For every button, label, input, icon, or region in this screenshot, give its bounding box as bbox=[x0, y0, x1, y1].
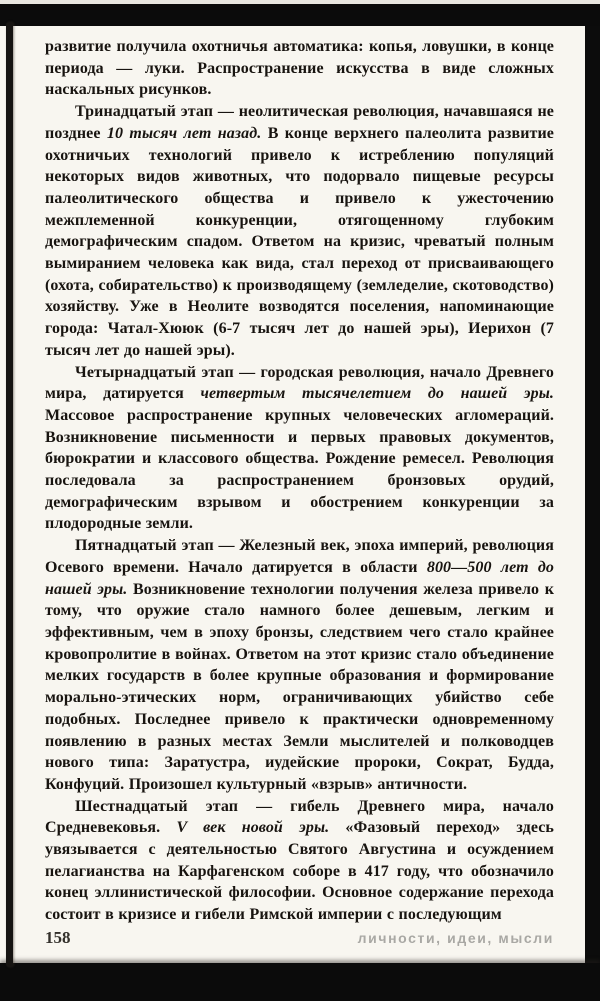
text-segment: Шестнадцатый этап — гибель Древнего мира, начало Средневековья. bbox=[45, 797, 554, 837]
running-title: личности, идеи, мысли bbox=[357, 930, 554, 946]
page-text bbox=[45, 36, 554, 926]
italic-text-segment: 800—500 лет до нашей эры. bbox=[45, 558, 554, 598]
scan-edge-bottom bbox=[0, 963, 600, 1001]
page-number: 158 bbox=[45, 928, 71, 947]
paragraph bbox=[45, 101, 554, 361]
italic-text-segment: V век новой эры. bbox=[176, 819, 330, 837]
text-segment: Массовое распространение крупных человеческих агломераций. Возникновение письменности и первых правовых документов, бюрократии и классового общества. Рождение ремесел. Революция последовала за распространением бронзовых орудий, демографическим взрывом и обострением конкуренции за плодородные земли. bbox=[45, 406, 554, 533]
paragraph bbox=[45, 796, 554, 926]
text-segment: Тринадцатый этап — неолитическая революция, начавшаяся не позднее bbox=[45, 103, 554, 142]
text-segment: Возникновение технологии получения железа привело к тому, что оружие стало намного более дешевым, легким и эффективным, чем в эпоху бронзы, следствием чего стало крайнее кровопролитие в войнах. Ответом на этот кризис стало объединение мелких государств в более крупные образования и формирование морально-этических норм, ограничивающих убийство себе подобных. Последнее привело к практически одновременному появлению в разных местах Земли мыслителей и полководцев нового типа: Заратустра, иудейские пророки, Сократ, Будда, Конфуций. Произошел культурный «взрыв» античности. bbox=[45, 580, 555, 793]
paragraph bbox=[45, 535, 554, 795]
text-segment: Пятнадцатый этап — Железный век, эпоха империй, революция Осевого времени. Начало датируется в области bbox=[45, 537, 554, 576]
text-segment: «Фазовый переход» здесь увязывается с деятельностью Святого Августина и осуждением пелагианства на Карфагенском соборе в 417 году, что обозначило конец эллинистической философии. Основное содержание перехода состоит в кризисе и гибели Римской империи с последующим bbox=[45, 819, 554, 924]
paragraph bbox=[45, 36, 554, 101]
text-segment: В конце верхнего палеолита развитие охотничьих технологий привело к истреблению популяций некоторых видов животных, что подорвало пищевые ресурсы палеолитического общества и привело к ужесточению межплеменной конкуренции, отягощенному глубоким демографическим спадом. Ответом на кризис, чреватый полным вымиранием человека как вида, стал переход от присваивающего (охота, собирательство) к производящему (земледелие, скотоводство) хозяйству. Уже в Неолите возводятся поселения, напоминающие города: Чатал-Хююк (6-7 тысяч лет до нашей эры), Иерихон (7 тысяч лет до нашей эры). bbox=[45, 124, 555, 359]
text-segment: развитие получила охотничья автоматика: копья, ловушки, в конце периода — луки. Распространение искусства в виде сложных наскальных рисунков. bbox=[45, 38, 554, 99]
scan-edge-left bbox=[6, 22, 13, 967]
text-segment: Четырнадцатый этап — городская революция, начало Древнего мира, датируется bbox=[45, 363, 554, 403]
scan-edge-right bbox=[585, 0, 600, 1001]
italic-text-segment: 10 тысяч лет назад. bbox=[106, 124, 262, 142]
page-footer bbox=[45, 928, 554, 948]
italic-text-segment: четвертым тысячелетием до нашей эры. bbox=[200, 385, 554, 403]
scan-edge-top-sliver bbox=[0, 0, 600, 4]
paragraph bbox=[45, 362, 554, 536]
